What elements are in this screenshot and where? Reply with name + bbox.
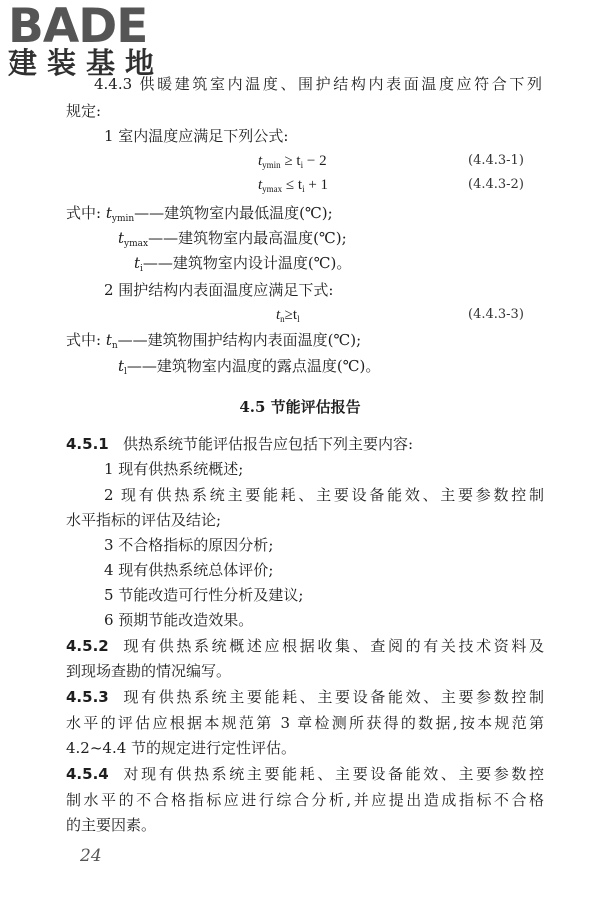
where-tn: [66, 330, 361, 356]
s451-item-1: 1 现有供热系统概述;: [104, 460, 244, 478]
s452-line1: [66, 636, 544, 656]
equation-3-number: (4.4.3-3): [468, 307, 524, 322]
s452-line2: 到现场查勘的情况编写。: [66, 662, 232, 680]
where-var: t: [105, 331, 112, 349]
eq1-rel: ≥ t: [280, 153, 301, 169]
where-desc: ——建筑物室内设计温度(℃)。: [142, 254, 352, 272]
clause-text: 现有供热系统概述应根据收集、查阅的有关技术资料及: [123, 637, 544, 655]
equation-2: [258, 175, 328, 199]
s453-line1: [66, 687, 544, 707]
s451-item-3: 3 不合格指标的原因分析;: [104, 536, 274, 554]
s451-item-2-cont: 水平指标的评估及结论;: [66, 511, 222, 529]
where-ti: [134, 253, 351, 279]
logo-subtitle: 建装基地: [8, 46, 165, 80]
eq2-sub: ymax: [262, 184, 283, 194]
eq2-var: t: [258, 177, 263, 193]
s451-intro: [66, 434, 413, 454]
eq3-var: t: [276, 307, 281, 323]
where-desc: ——建筑物围护结构内表面温度(℃);: [117, 331, 362, 349]
equation-3: [276, 305, 300, 329]
where-tl: [118, 356, 380, 382]
clause-number: 4.5.1: [66, 435, 109, 453]
where-desc: ——建筑物室内最低温度(℃);: [134, 204, 333, 222]
where-var: t: [134, 254, 141, 272]
where-sub: ymax: [124, 239, 149, 249]
s443-item1: 1 室内温度应满足下列公式:: [104, 127, 289, 145]
eq3-sub: n: [280, 314, 285, 324]
where-desc: ——建筑物室内温度的露点温度(℃)。: [126, 357, 381, 375]
eq1-sub2: i: [300, 160, 304, 170]
s454-line1: [66, 764, 544, 784]
where-sub: i: [140, 264, 143, 274]
eq2-rel: ≤ t: [282, 177, 303, 193]
eq2-tail: + 1: [304, 177, 329, 193]
equation-1-number: (4.4.3-1): [468, 153, 524, 168]
where-desc: ——建筑物室内最高温度(℃);: [148, 229, 347, 247]
page-number: 24: [80, 846, 102, 866]
clause-number: 4.5.2: [66, 637, 109, 655]
where-var: t: [118, 229, 125, 247]
s443-item2: 2 围护结构内表面温度应满足下式:: [104, 281, 334, 299]
where-prefix: 式中:: [66, 331, 102, 349]
equation-2-number: (4.4.3-2): [468, 177, 524, 192]
eq1-sub: ymin: [262, 160, 281, 170]
where-ymin: [66, 203, 333, 229]
where-sub: ymin: [111, 214, 135, 224]
s443-line2: 规定:: [66, 102, 102, 120]
eq3-rel: ≥t: [284, 307, 298, 323]
section-heading: 4.5 节能评估报告: [239, 398, 361, 416]
s454-line2: 制水平的不合格指标应进行综合分析,并应提出造成指标不合格: [66, 791, 544, 809]
eq2-sub2: i: [302, 184, 305, 194]
s454-line3: 的主要因素。: [66, 816, 157, 834]
where-ymax: [118, 228, 347, 254]
s443-line1: 4.4.3 供暖建筑室内温度、围护结构内表面温度应符合下列: [94, 75, 542, 93]
clause-text: 现有供热系统主要能耗、主要设备能效、主要参数控制: [123, 688, 544, 706]
where-var: t: [118, 357, 125, 375]
equation-1: [258, 151, 327, 175]
where-sub: n: [111, 341, 118, 351]
s451-item-6: 6 预期节能改造效果。: [104, 611, 254, 629]
where-prefix: 式中:: [66, 204, 102, 222]
eq3-sub2: l: [297, 314, 300, 324]
s453-line3: 4.2~4.4 节的规定进行定性评估。: [66, 739, 297, 757]
clause-text: 对现有供热系统主要能耗、主要设备能效、主要参数控: [123, 765, 544, 783]
logo-wordmark: BADE: [8, 0, 148, 54]
s451-item-2: 2 现有供热系统主要能耗、主要设备能效、主要参数控制: [104, 486, 544, 504]
s453-line2: 水平的评估应根据本规范第 3 章检测所获得的数据,按本规范第: [66, 714, 544, 732]
clause-number: 4.5.3: [66, 688, 109, 706]
clause-text: 供热系统节能评估报告应包括下列主要内容:: [123, 435, 414, 453]
eq1-tail: − 2: [303, 153, 327, 169]
logo: [8, 0, 178, 80]
clause-number: 4.5.4: [66, 765, 109, 783]
where-var: t: [105, 204, 112, 222]
eq1-var: t: [258, 153, 263, 169]
s451-item-4: 4 现有供热系统总体评价;: [104, 561, 274, 579]
s451-item-5: 5 节能改造可行性分析及建议;: [104, 586, 304, 604]
where-sub: l: [124, 367, 127, 377]
